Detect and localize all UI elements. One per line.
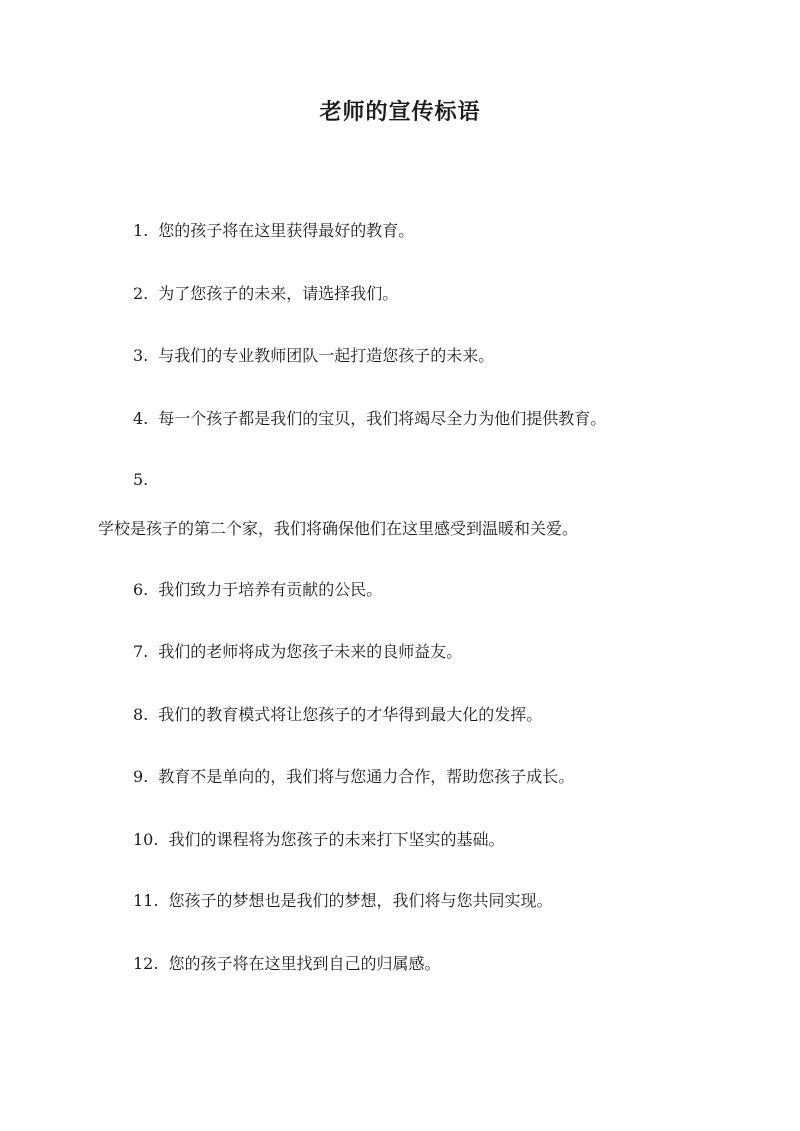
item-text: 我们的老师将成为您孩子未来的良师益友。 (158, 642, 463, 661)
item-number: 7. (133, 642, 149, 661)
item-number: 12. (133, 954, 159, 973)
item-number: 5. (133, 470, 149, 489)
item-text: 我们的教育模式将让您孩子的才华得到最大化的发挥。 (158, 705, 543, 724)
item-text: 与我们的专业教师团队一起打造您孩子的未来。 (158, 346, 495, 365)
item-text-wrapped: 学校是孩子的第二个家，我们将确保他们在这里感受到温暖和关爱。 (98, 519, 579, 538)
list-item (133, 952, 440, 976)
list-item (133, 407, 606, 431)
item-number: 1. (133, 221, 149, 240)
item-number: 11. (133, 891, 159, 910)
page-title: 老师的宣传标语 (319, 99, 481, 125)
list-item (133, 640, 462, 664)
item-text: 我们致力于培养有贡献的公民。 (158, 580, 383, 599)
item-text: 我们的课程将为您孩子的未来打下坚实的基础。 (168, 830, 505, 849)
list-item (133, 344, 494, 368)
item-number: 8. (133, 705, 149, 724)
item-number: 9. (133, 767, 149, 786)
item-number: 3. (133, 346, 149, 365)
item-number: 10. (133, 830, 159, 849)
item-text: 教育不是单向的，我们将与您通力合作，帮助您孩子成长。 (158, 767, 575, 786)
list-item (133, 889, 552, 913)
item-text: 每一个孩子都是我们的宝贝，我们将竭尽全力为他们提供教育。 (158, 409, 607, 428)
item-text: 为了您孩子的未来，请选择我们。 (158, 284, 399, 303)
item-number: 4. (133, 409, 149, 428)
item-text: 您的孩子将在这里获得最好的教育。 (158, 221, 415, 240)
item-number: 2. (133, 284, 149, 303)
item-text: 您孩子的梦想也是我们的梦想，我们将与您共同实现。 (168, 891, 553, 910)
list-item (133, 828, 504, 852)
list-item (133, 765, 574, 789)
list-item (133, 282, 398, 306)
list-item (133, 219, 414, 243)
item-number: 6. (133, 580, 149, 599)
list-item (133, 468, 158, 492)
item-text: 您的孩子将在这里找到自己的归属感。 (168, 954, 441, 973)
list-item (133, 703, 542, 727)
list-item (133, 578, 382, 602)
